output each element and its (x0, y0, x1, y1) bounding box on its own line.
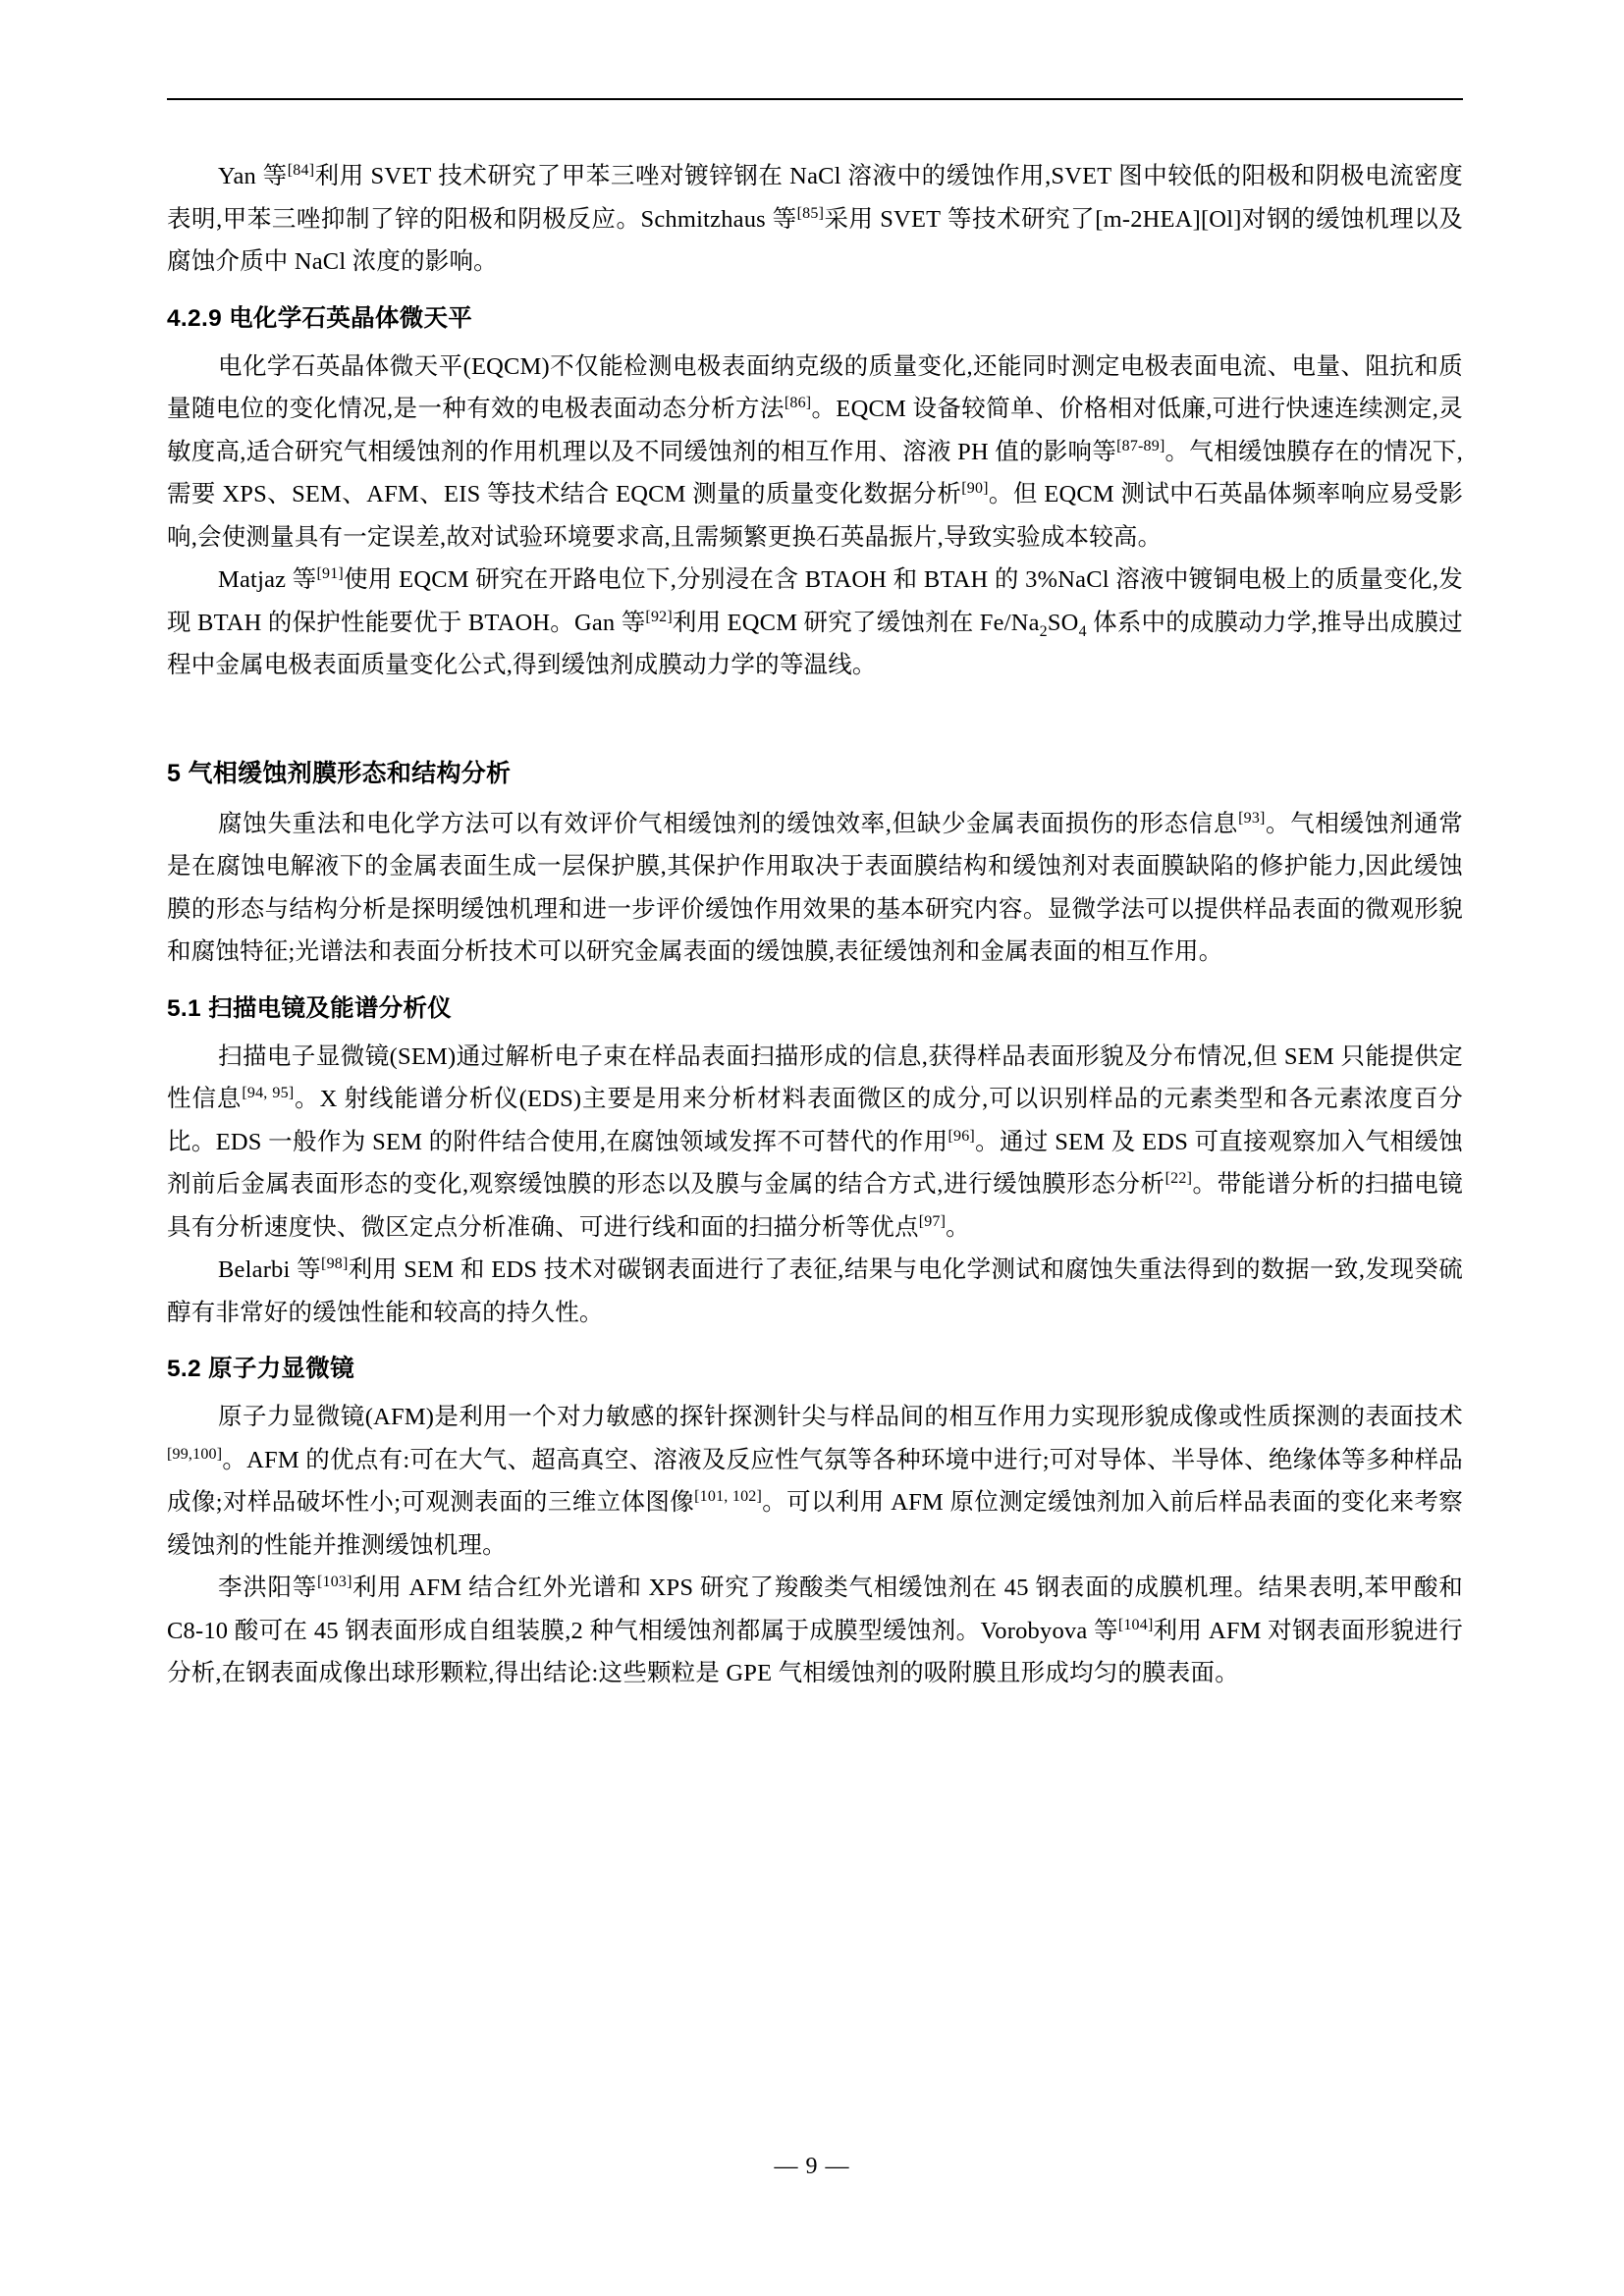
citation-87-89: [87-89] (1116, 437, 1165, 454)
heading-4-2-9: 4.2.9 电化学石英晶体微天平 (167, 304, 473, 332)
citation-99-100: [99,100] (167, 1445, 223, 1463)
citation-91: [91] (316, 564, 344, 582)
citation-92: [92] (645, 608, 673, 625)
heading-5-1: 5.1 扫描电镜及能谱分析仪 (167, 994, 453, 1022)
citation-96: [96] (947, 1127, 975, 1145)
citation-86: [86] (784, 394, 812, 411)
citation-103: [103] (316, 1573, 352, 1590)
heading-section-5: 5 气相缓蚀剂膜形态和结构分析 (167, 759, 512, 787)
paragraph-lihongyang: 李洪阳等[103]利用 AFM 结合红外光谱和 XPS 研究了羧酸类气相缓蚀剂在 45 钢表面的成膜机理。结果表明,苯甲酸和 C8-10 酸可在 45 钢表面形成自组装膜,2 种气相缓蚀剂都属于成膜型缓蚀剂。Vorobyova 等[104]利用 AFM 对钢表面形貌进行分析,在钢表面成像出球形颗粒,得出结论:这些颗粒是 GPE 气相缓蚀剂的吸附膜且形成均匀的膜表面。 (167, 1573, 1464, 1686)
paragraph-sem-eds: 扫描电子显微镜(SEM)通过解析电子束在样品表面扫描形成的信息,获得样品表面形貌及分布情况,但 SEM 只能提供定性信息[94, 95]。X 射线能谱分析仪(EDS)主要是用来分析材料表面微区的成分,可以识别样品的元素类型和各元素浓度百分比。EDS 一般作为 SEM 的附件结合使用,在腐蚀领域发挥不可替代的作用[96]。通过 SEM 及 EDS 可直接观察加入气相缓蚀剂前后金属表面形态的变化,观察缓蚀膜的形态以及膜与金属的结合方式,进行缓蚀膜形态分析[22]。带能谱分析的扫描电镜具有分析速度快、微区定点分析准确、可进行线和面的扫描分析等优点[97]。 (167, 1042, 1463, 1241)
header-rule (167, 98, 1463, 100)
paragraph-belarbi: Belarbi 等[98]利用 SEM 和 EDS 技术对碳钢表面进行了表征,结果与电化学测试和腐蚀失重法得到的数据一致,发现癸硫醇有非常好的缓蚀性能和较高的持久性。 (167, 1255, 1463, 1326)
citation-93: [93] (1238, 809, 1266, 827)
paragraph-eqcm-intro: 电化学石英晶体微天平(EQCM)不仅能检测电极表面纳克级的质量变化,还能同时测定电极表面电流、电量、阻抗和质量随电位的变化情况,是一种有效的电极表面动态分析方法[86]。EQCM 设备较简单、价格相对低廉,可进行快速连续测定,灵敏度高,适合研究气相缓蚀剂的作用机理以及不同缓蚀剂的相互作用、溶液 PH 值的影响等[87-89]。气相缓蚀膜存在的情况下,需要 XPS、SEM、AFM、EIS 等技术结合 EQCM 测量的质量变化数据分析[90]。但 EQCM 测试中石英晶体频率响应易受影响,会使测量具有一定误差,故对试验环境要求高,且需频繁更换石英晶振片,导致实验成本较高。 (167, 352, 1464, 551)
citation-104: [104] (1117, 1616, 1154, 1633)
citation-22: [22] (1164, 1169, 1193, 1187)
citation-94-95: [94, 95] (242, 1084, 295, 1101)
page-number: — 9 — (774, 2154, 850, 2179)
citation-101-102: [101, 102] (694, 1487, 763, 1505)
citation-85: [85] (796, 204, 825, 222)
heading-5-2: 5.2 原子力显微镜 (167, 1356, 354, 1382)
paragraph-yan-svet: Yan 等[84]利用 SVET 技术研究了甲苯三唑对镀锌钢在 NaCl 溶液中的缓蚀作用,SVET 图中较低的阳极和阴极电流密度表明,甲苯三唑抑制了锌的阳极和阴极反应。Schmitzhaus 等[85]采用 SVET 等技术研究了[m-2HEA][Ol]对钢的缓蚀机理以及腐蚀介质中 NaCl 浓度的影响。 (167, 161, 1463, 275)
paragraph-afm-intro: 原子力显微镜(AFM)是利用一个对力敏感的探针探测针尖与样品间的相互作用力实现形貌成像或性质探测的表面技术[99,100]。AFM 的优点有:可在大气、超高真空、溶液及反应性气氛等各种环境中进行;可对导体、半导体、绝缘体等多种样品成像;对样品破坏性小;可观测表面的三维立体图像[101, 102]。可以利用 AFM 原位测定缓蚀剂加入前后样品表面的变化来考察缓蚀剂的性能并推测缓蚀机理。 (167, 1404, 1464, 1559)
citation-90: [90] (961, 479, 989, 497)
citation-98: [98] (321, 1255, 349, 1272)
page-content (167, 98, 1463, 1695)
paragraph-matjaz-eqcm: Matjaz 等[91]使用 EQCM 研究在开路电位下,分别浸在含 BTAOH 和 BTAH 的 3%NaCl 溶液中镀铜电极上的质量变化,发现 BTAH 的保护性能要优于 BTAOH。Gan 等[92]利用 EQCM 研究了缓蚀剂在 $Fe/Na_2SO_4$ 体系中的成膜动力学,推导出成膜过程中金属电极表面质量变化公式,得到缓蚀剂成膜动力学的等温线。 (167, 564, 1463, 678)
paragraph-film-analysis-intro: 腐蚀失重法和电化学方法可以有效评价气相缓蚀剂的缓蚀效率,但缺少金属表面损伤的形态信息[93]。气相缓蚀剂通常是在腐蚀电解液下的金属表面生成一层保护膜,其保护作用取决于表面膜结构和缓蚀剂对表面膜缺陷的修护能力,因此缓蚀膜的形态与结构分析是探明缓蚀机理和进一步评价缓蚀作用效果的基本研究内容。显微学法可以提供样品表面的微观形貌和腐蚀特征;光谱法和表面分析技术可以研究金属表面的缓蚀膜,表征缓蚀剂和金属表面的相互作用。 (167, 809, 1463, 965)
citation-97: [97] (918, 1212, 947, 1230)
section-spacer (167, 687, 1463, 713)
citation-84: [84] (287, 161, 315, 179)
